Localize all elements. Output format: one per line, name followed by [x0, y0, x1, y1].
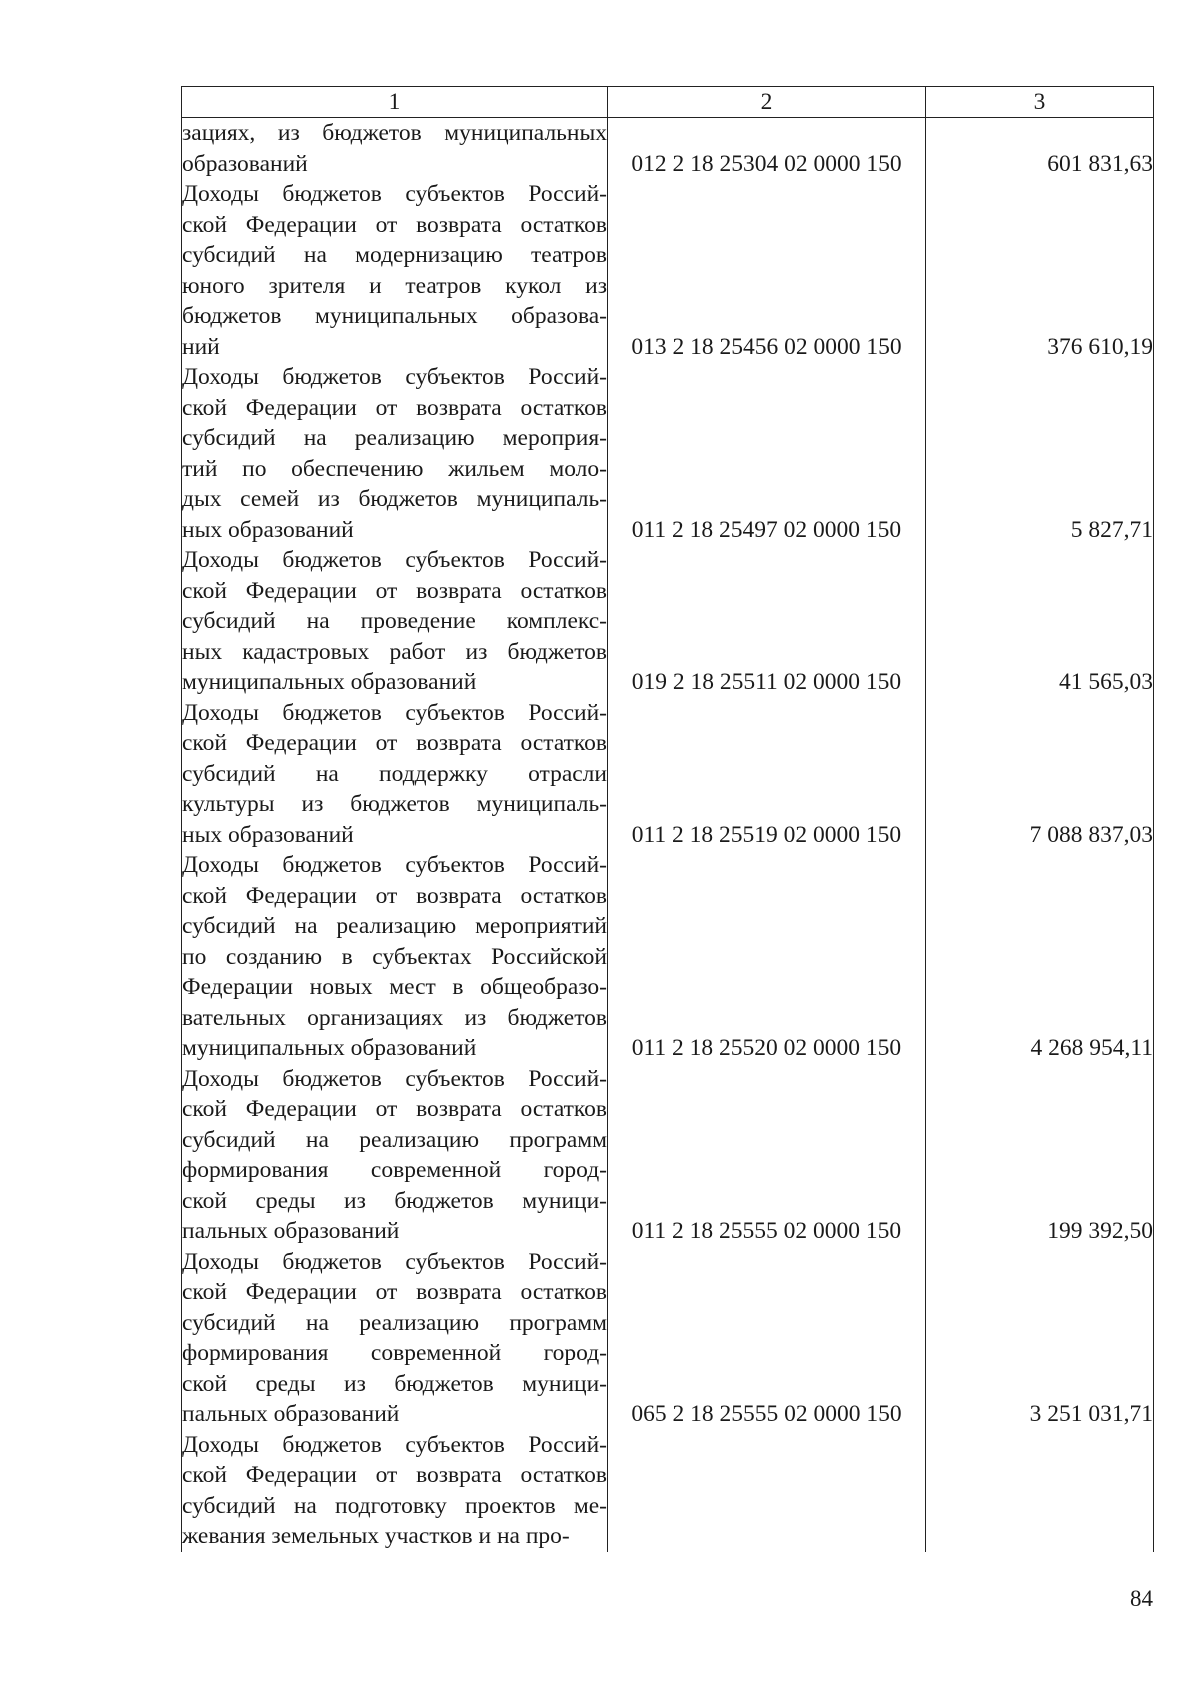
table-body [182, 118, 1154, 1552]
table-row [182, 1247, 1154, 1430]
description-line: субсидий на реализацию мероприя- [182, 425, 607, 451]
row-amount [926, 1430, 1154, 1552]
row-amount: 199 392,50 [926, 1064, 1154, 1247]
row-code: 013 2 18 25456 02 0000 150 [608, 179, 926, 362]
description-line: культуры из бюджетов муниципаль- [182, 791, 607, 817]
row-amount: 376 610,19 [926, 179, 1154, 362]
row-description [182, 698, 608, 851]
row-description [182, 362, 608, 545]
description-line: тий по обеспечению жильем моло- [182, 455, 607, 482]
description-line: ской среды из бюджетов муници- [182, 1187, 607, 1214]
row-amount: 4 268 954,11 [926, 850, 1154, 1064]
row-description [182, 1430, 608, 1552]
row-code: 065 2 18 25555 02 0000 150 [608, 1247, 926, 1430]
description-line: пальных образований [182, 1401, 400, 1427]
description-line: ской Федерации от возврата остатков [182, 577, 607, 604]
description-line: Доходы бюджетов субъектов Россий- [182, 1248, 607, 1275]
description-line: муниципальных образований [182, 669, 477, 695]
row-code: 011 2 18 25497 02 0000 150 [608, 362, 926, 545]
table-header-row [182, 87, 1154, 118]
description-line: субсидий на подготовку проектов ме- [182, 1492, 607, 1519]
description-line: субсидий на реализацию программ [182, 1126, 607, 1153]
description-line: субсидий на реализацию мероприятий [182, 913, 607, 939]
row-description [182, 545, 608, 698]
row-code [608, 1430, 926, 1552]
description-line: Доходы бюджетов субъектов Россий- [182, 364, 607, 390]
description-line: ных образований [182, 821, 354, 848]
row-code: 019 2 18 25511 02 0000 150 [608, 545, 926, 698]
description-line: Доходы бюджетов субъектов Россий- [182, 699, 607, 726]
description-line: субсидий на реализацию программ [182, 1309, 607, 1336]
description-line: ской Федерации от возврата остатков [182, 394, 607, 421]
description-line: Доходы бюджетов субъектов Россий- [182, 1431, 607, 1458]
description-line: ской Федерации от возврата остатков [182, 882, 607, 909]
description-line: Федерации новых мест в общеобразо- [182, 974, 607, 1000]
description-line: Доходы бюджетов субъектов Россий- [182, 181, 607, 207]
row-description [182, 179, 608, 362]
description-line: пальных образований [182, 1218, 400, 1244]
table-row [182, 698, 1154, 851]
row-amount: 7 088 837,03 [926, 698, 1154, 851]
description-line: Доходы бюджетов субъектов Россий- [182, 1065, 607, 1092]
description-line: формирования современной город- [182, 1157, 607, 1183]
table-row [182, 850, 1154, 1064]
description-line: муниципальных образований [182, 1035, 477, 1061]
row-amount: 41 565,03 [926, 545, 1154, 698]
column-header-3: 3 [926, 87, 1154, 118]
page-number: 84 [1130, 1586, 1153, 1611]
description-line: субсидий на поддержку отрасли [182, 760, 607, 787]
description-line: ской Федерации от возврата остатков [182, 730, 607, 756]
row-code: 011 2 18 25520 02 0000 150 [608, 850, 926, 1064]
description-line: субсидий на проведение комплекс- [182, 608, 607, 634]
description-line: вательных организациях из бюджетов [182, 1004, 607, 1031]
row-amount: 601 831,63 [926, 118, 1154, 180]
description-line: субсидий на модернизацию театров [182, 242, 607, 268]
row-description [182, 850, 608, 1064]
description-line: ных образований [182, 516, 354, 543]
row-amount: 5 827,71 [926, 362, 1154, 545]
table-row [182, 1430, 1154, 1552]
revenue-table [181, 86, 1154, 1552]
description-line: образований [182, 150, 308, 177]
description-line: дых семей из бюджетов муниципаль- [182, 486, 607, 512]
column-header-1: 1 [182, 87, 608, 118]
description-line: юного зрителя и театров кукол из [182, 272, 607, 299]
description-line: зациях, из бюджетов муниципальных [182, 120, 607, 146]
row-amount: 3 251 031,71 [926, 1247, 1154, 1430]
table-row [182, 362, 1154, 545]
row-description [182, 1064, 608, 1247]
description-line: ской среды из бюджетов муници- [182, 1370, 607, 1397]
description-line: Доходы бюджетов субъектов Россий- [182, 852, 607, 878]
description-line: ской Федерации от возврата остатков [182, 1462, 607, 1488]
row-description [182, 1247, 608, 1430]
description-line: ской Федерации от возврата остатков [182, 211, 607, 238]
description-line: жевания земельных участков и на про- [182, 1523, 570, 1549]
table-row [182, 1064, 1154, 1247]
table-row [182, 118, 1154, 180]
description-line: Доходы бюджетов субъектов Россий- [182, 547, 607, 573]
description-line: ных кадастровых работ из бюджетов [182, 638, 607, 665]
description-line: по созданию в субъектах Российской [182, 943, 607, 970]
description-line: формирования современной город- [182, 1340, 607, 1366]
table-row [182, 179, 1154, 362]
description-line: ний [182, 333, 220, 360]
description-line: ской Федерации от возврата остатков [182, 1096, 607, 1122]
table-row [182, 545, 1154, 698]
description-line: ской Федерации от возврата остатков [182, 1279, 607, 1305]
column-header-2: 2 [608, 87, 926, 118]
row-code: 011 2 18 25555 02 0000 150 [608, 1064, 926, 1247]
description-line: бюджетов муниципальных образова- [182, 303, 607, 329]
row-code: 012 2 18 25304 02 0000 150 [608, 118, 926, 180]
row-code: 011 2 18 25519 02 0000 150 [608, 698, 926, 851]
row-description [182, 118, 608, 180]
